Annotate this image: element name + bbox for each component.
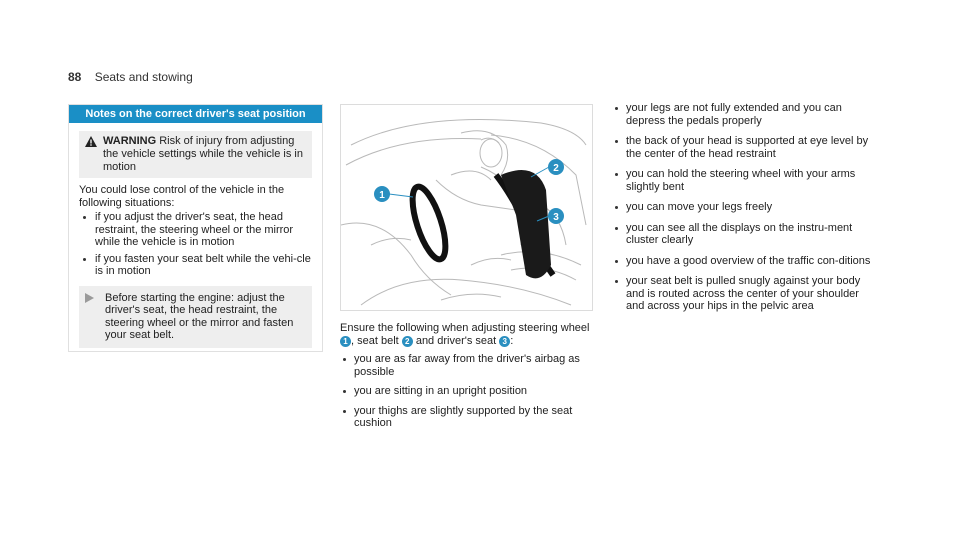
situations-list	[79, 211, 312, 278]
intro-text: :	[510, 334, 514, 347]
list-item: your seat belt is pulled snugly against your body and is routed across the center of your shoulder and across your hips in the pelvic area	[612, 275, 877, 313]
instruction-text: Before starting the engine: adjust the driver's seat, the head restraint, the steering wheel or the mirror and fasten your seat belt.	[105, 291, 294, 341]
checklist-intro	[340, 322, 592, 347]
notes-panel	[68, 104, 323, 352]
callout-3-label: 3	[553, 212, 559, 223]
checklist-items	[612, 102, 877, 313]
list-item: you can move your legs freely	[612, 201, 877, 214]
callout-1-label: 1	[379, 190, 385, 201]
list-item: if you adjust the driver's seat, the head restraint, the steering wheel or the mirror while the vehicle is in motion	[79, 211, 312, 249]
checklist-continued	[612, 102, 877, 321]
driver-seat-illustration	[340, 104, 593, 311]
play-arrow-icon	[85, 292, 105, 342]
warning-description: Risk of injury from adjusting the vehicle settings while the vehicle is in motion	[103, 135, 303, 173]
callout-badge-3: 3	[499, 336, 510, 347]
adjustment-checklist	[340, 322, 592, 437]
intro-text: , seat belt	[351, 334, 402, 347]
callout-badge-2: 2	[402, 336, 413, 347]
list-item: you are as far away from the driver's airbag as possible	[340, 353, 592, 378]
warning-text	[103, 135, 306, 174]
list-item: the back of your head is supported at eye level by the center of the head restraint	[612, 135, 877, 160]
page-header	[68, 70, 193, 84]
warning-label: WARNING	[103, 135, 157, 147]
section-title: Seats and stowing	[94, 70, 193, 84]
intro-text: and driver's seat	[412, 334, 500, 347]
warning-icon	[85, 135, 103, 174]
situations-intro: You could lose control of the vehicle in the following situations:	[79, 184, 285, 209]
list-item: you have a good overview of the traffic con-ditions	[612, 255, 877, 268]
checklist-items	[340, 353, 592, 430]
list-item: you can see all the displays on the instru-ment cluster clearly	[612, 222, 877, 247]
list-item: you can hold the steering wheel with your arms slightly bent	[612, 168, 877, 193]
list-item: if you fasten your seat belt while the vehi-cle is in motion	[79, 253, 312, 278]
warning-box	[79, 131, 312, 178]
situations-block	[79, 184, 312, 278]
callout-badge-1: 1	[340, 336, 351, 347]
list-item: your legs are not fully extended and you can depress the pedals properly	[612, 102, 877, 127]
page-number: 88	[68, 70, 82, 84]
callout-2-label: 2	[553, 163, 559, 174]
list-item: your thighs are slightly supported by the seat cushion	[340, 405, 592, 430]
intro-text: Ensure the following when adjusting steering wheel	[340, 322, 590, 334]
list-item: you are sitting in an upright position	[340, 385, 592, 398]
panel-title: Notes on the correct driver's seat position	[69, 105, 322, 123]
instruction-box	[79, 286, 312, 348]
